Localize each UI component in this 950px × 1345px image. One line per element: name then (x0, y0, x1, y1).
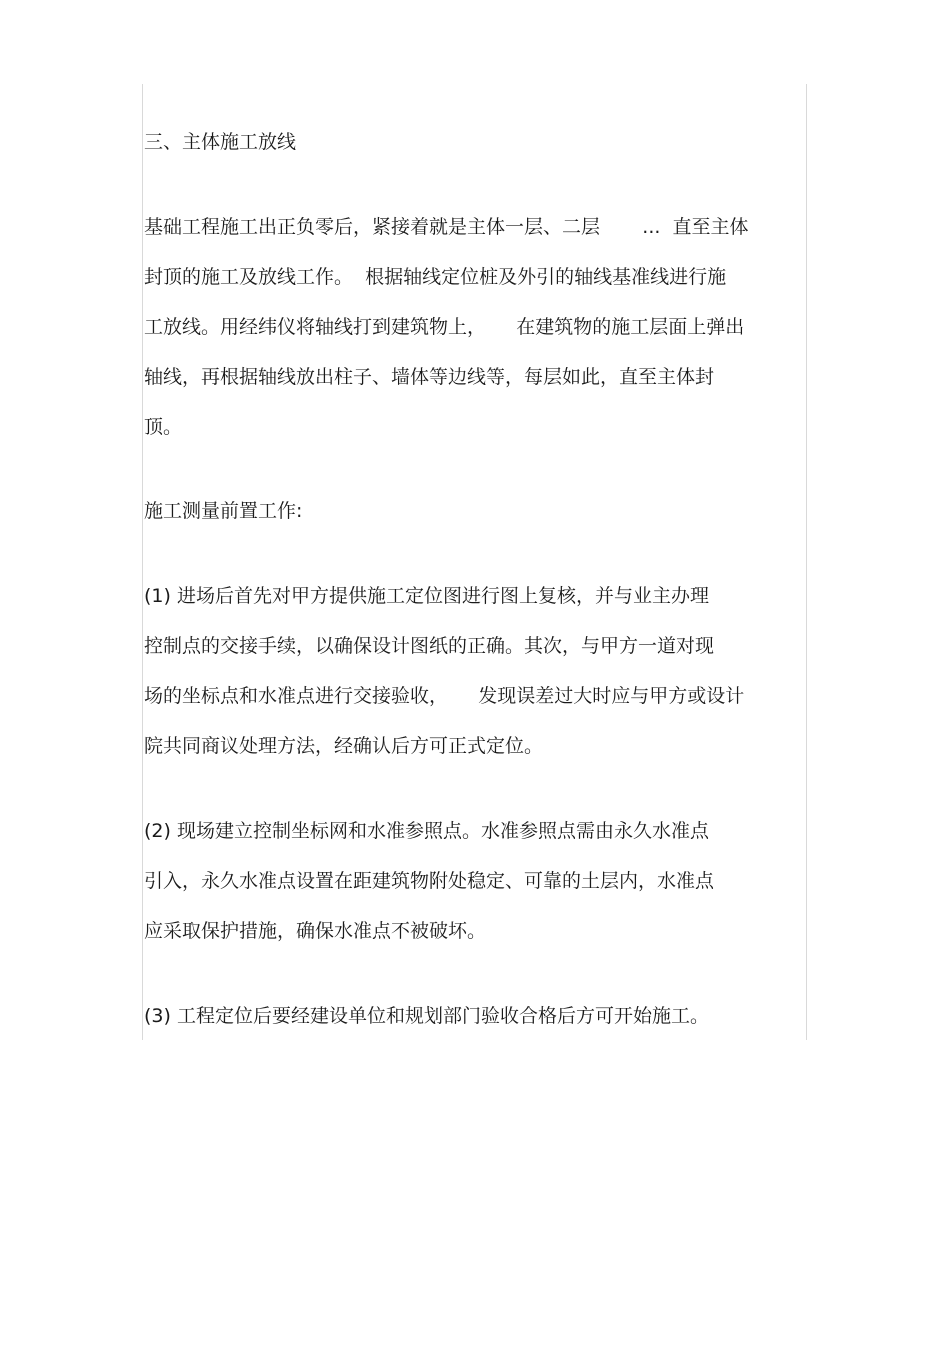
paragraph-1-line-4: 轴线，再根据轴线放出柱子、墙体等边线等，每层如此，直至主体封 (144, 366, 715, 388)
item-2-line-2: 引入，永久水准点设置在距建筑物附处稳定、可靠的土层内，水准点 (144, 870, 715, 892)
item-3-line-1: (3) 工程定位后要经建设单位和规划部门验收合格后方可开始施工。 (144, 1005, 709, 1027)
item-1-line-1: (1) 进场后首先对甲方提供施工定位图进行图上复核，并与业主办理 (144, 585, 709, 607)
item-1-line-4: 院共同商议处理方法，经确认后方可正式定位。 (144, 735, 544, 757)
page-frame-left-border (142, 84, 143, 1040)
item-2-line-3: 应采取保护措施，确保水准点不被破坏。 (144, 920, 487, 942)
item-1-line-3: 场的坐标点和水准点进行交接验收， 发现误差过大时应与甲方或设计 (144, 685, 745, 707)
section-heading: 三、主体施工放线 (144, 131, 297, 153)
subheading: 施工测量前置工作: (144, 500, 303, 522)
paragraph-1-line-5: 顶。 (144, 416, 183, 438)
item-2-line-1: (2) 现场建立控制坐标网和水准参照点。水准参照点需由永久水准点 (144, 820, 709, 842)
paragraph-1-line-3: 工放线。用经纬仪将轴线打到建筑物上， 在建筑物的施工层面上弹出 (144, 316, 745, 338)
paragraph-1-line-2: 封顶的施工及放线工作。 根据轴线定位桩及外引的轴线基准线进行施 (144, 266, 727, 288)
item-1-line-2: 控制点的交接手续，以确保设计图纸的正确。其次，与甲方一道对现 (144, 635, 715, 657)
page-frame-right-border (806, 84, 807, 1040)
paragraph-1-line-1: 基础工程施工出正负零后，紧接着就是主体一层、二层 ... 直至主体 (144, 216, 749, 238)
